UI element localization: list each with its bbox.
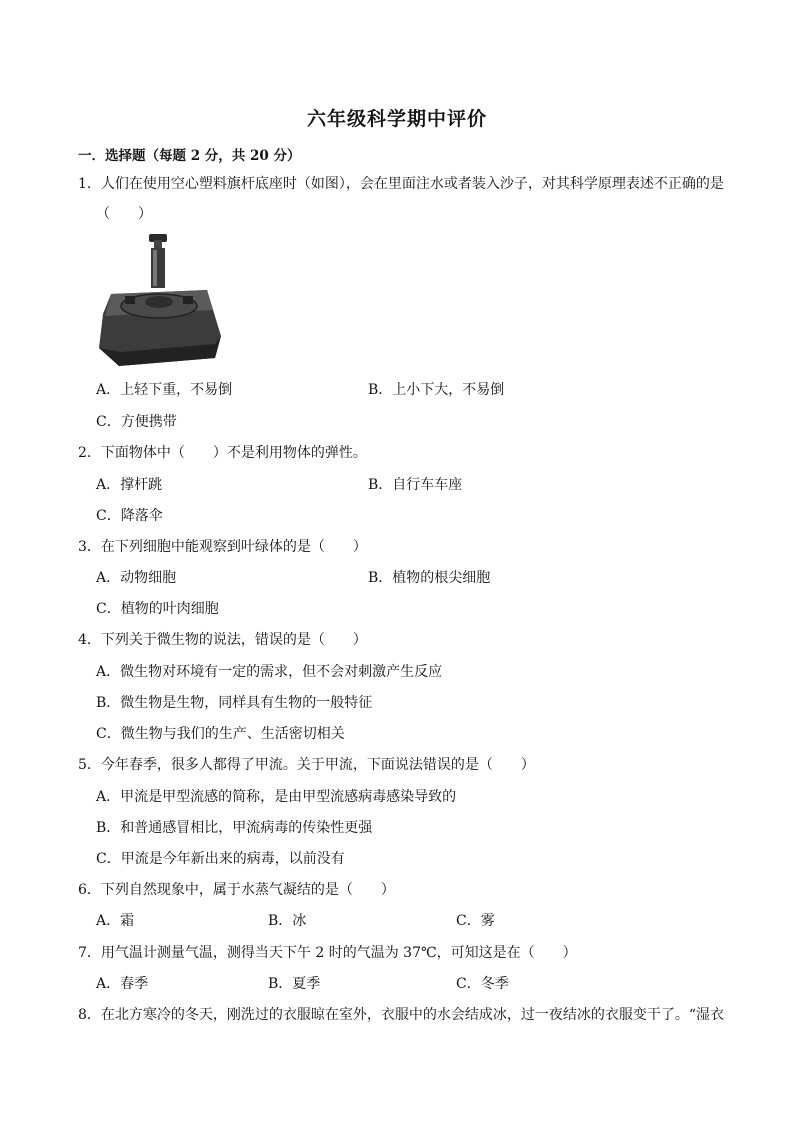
question-5-option-b[interactable]: B．和普通感冒相比，甲流病毒的传染性更强 [96,820,373,836]
base-hole-left-shape [125,296,135,304]
question-2-option-c[interactable]: C．降落伞 [96,508,163,524]
question-6-stem: 6．下列自然现象中，属于水蒸气凝结的是（ ） [78,882,395,898]
question-3-stem: 3．在下列细胞中能观察到叶绿体的是（ ） [78,539,367,555]
question-3-option-a[interactable]: A．动物细胞 [96,570,177,586]
question-8-stem: 8．在北方寒冷的冬天，刚洗过的衣服晾在室外，衣服中的水会结成冰，过一夜结冰的衣服变干了。“湿衣 [78,1007,725,1023]
question-4-option-c[interactable]: C．微生物与我们的生产、生活密切相关 [96,726,345,742]
question-5-option-c[interactable]: C．甲流是今年新出来的病毒，以前没有 [96,851,345,867]
question-1-answer-bracket: （ ） [96,206,152,222]
page-title: 六年级科学期中评价 [306,108,487,130]
question-1-stem: 1．人们在使用空心塑料旗杆底座时（如图），会在里面注水或者装入沙子，对其科学原理表述不正确的是 [78,176,724,192]
flagpole-base-figure [97,232,223,368]
question-4-option-a[interactable]: A．微生物对环境有一定的需求，但不会对刺激产生反应 [96,664,443,680]
question-5-option-a[interactable]: A．甲流是甲型流感的简称，是由甲型流感病毒感染导致的 [96,789,457,805]
question-6-option-b[interactable]: B．冰 [268,913,307,929]
question-7-option-a[interactable]: A．春季 [96,976,149,992]
question-2-stem: 2．下面物体中（ ）不是利用物体的弹性。 [78,445,367,461]
question-3-option-b[interactable]: B．植物的根尖细胞 [368,570,491,586]
question-6-option-a[interactable]: A．霜 [96,913,135,929]
question-5-stem: 5．今年春季，很多人都得了甲流。关于甲流，下面说法错误的是（ ） [78,757,535,773]
question-1-option-c[interactable]: C．方便携带 [96,414,177,430]
question-1-option-b[interactable]: B．上小下大，不易倒 [368,382,505,398]
question-3-option-c[interactable]: C．植物的叶肉细胞 [96,601,219,617]
question-1-option-a[interactable]: A．上轻下重，不易倒 [96,382,233,398]
pole-highlight-shape [153,250,157,286]
question-4-option-b[interactable]: B．微生物是生物，同样具有生物的一般特征 [96,695,373,711]
base-hole-right-shape [183,296,193,304]
question-2-option-a[interactable]: A．撑杆跳 [96,477,163,493]
question-7-option-b[interactable]: B．夏季 [268,976,321,992]
base-hub-shape [145,296,173,308]
section-heading: 一．选择题（每题 2 分，共 20 分） [78,148,301,164]
question-6-option-c[interactable]: C．雾 [456,913,495,929]
question-7-option-c[interactable]: C．冬季 [456,976,509,992]
question-4-stem: 4．下列关于微生物的说法，错误的是（ ） [78,632,367,648]
question-7-stem: 7．用气温计测量气温，测得当天下午 2 时的气温为 37℃，可知这是在（ ） [78,945,577,961]
question-2-option-b[interactable]: B．自行车车座 [368,477,463,493]
